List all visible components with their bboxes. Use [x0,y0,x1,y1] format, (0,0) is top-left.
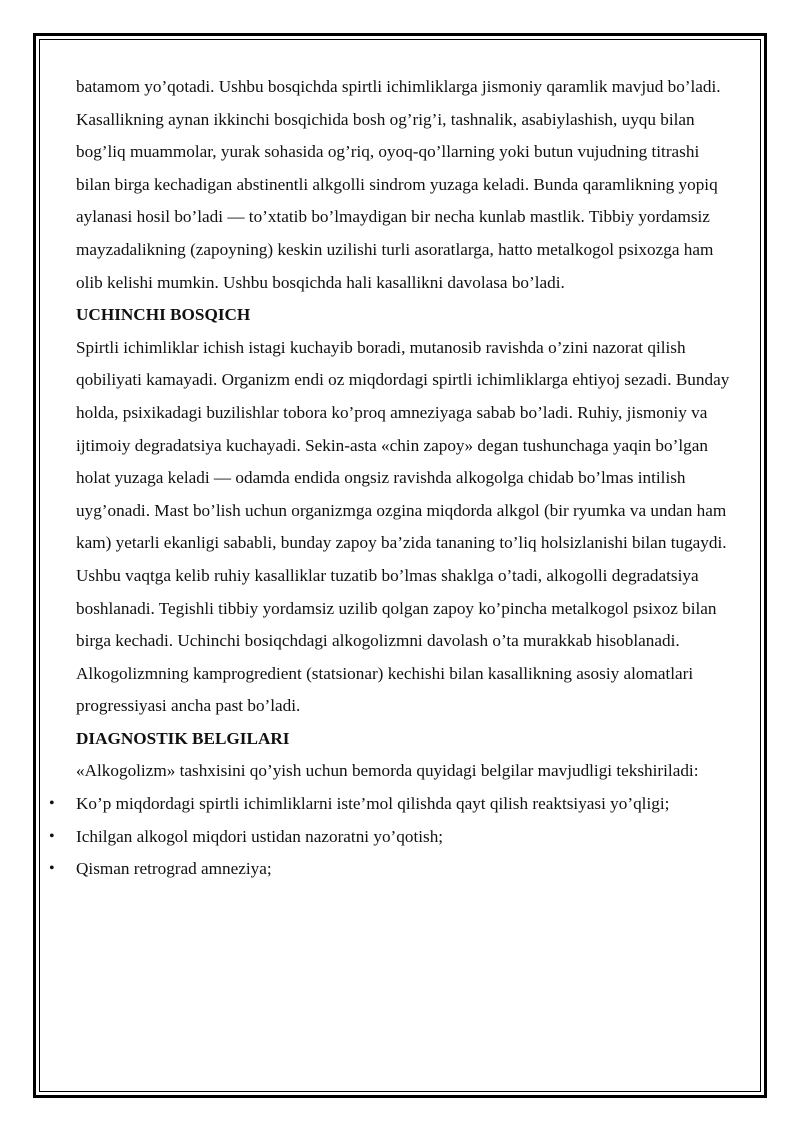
list-item-text: Ko’p miqdordagi spirtli ichimliklarni iste’mol qilishda qayt qilish reaktsiyasi yo’qligi; [76,794,670,814]
document-body [49,71,736,886]
diagnostic-signs-list [49,788,736,886]
bullet-icon: • [49,827,55,845]
heading-third-stage: UCHINCHI BOSQICH [76,305,251,325]
list-item-text: Ichilgan alkogol miqdori ustidan nazoratni yo’qotish; [76,826,444,846]
list-item [49,821,736,854]
list-item [49,853,736,886]
bullet-icon: • [49,860,55,878]
heading-diagnostic-signs: DIAGNOSTIK BELGILARI [76,728,290,748]
list-item-text: Qisman retrograd amneziya; [76,859,272,879]
paragraph-diagnosis-intro: «Alkogolizm» tashxisini qo’yish uchun bemorda quyidagi belgilar mavjudligi tekshiriladi: [76,761,699,781]
bullet-icon: • [49,795,55,813]
paragraph-kamprogredient: Alkogolizmning kamprogredient (statsionar) kechishi bilan kasallikning asosiy alomatlari progressiyasi ancha past bo’ladi. [76,663,694,716]
paragraph-third-stage: Spirtli ichimliklar ichish istagi kuchayib boradi, mutanosib ravishda o’zini nazorat qilish qobiliyati kamayadi. Organizm endi oz miqdordagi spirtli ichimliklarga ehtiyoj sezadi. Bunday holda, psixikadagi buzilishlar tobora ko’proq amneziyaga sabab bo’ladi. Ruhiy, jismoniy va ijtimoiy degradatsiya kuchayadi. Sekin-asta «chin zapoy» degan tushunchaga yaqin bo’lgan holat yuzaga keladi — odamda endida ongsiz ravishda alkogolga chidab bo’lmas intilish uyg’onadi. Mast bo’lish uchun organizmga ozgina miqdorda alkgol (bir ryumka va undan ham kam) yetarli ekanligi sababli, bunday zapoy ba’zida tananing to’liq holsizlanishi bilan tugaydi. Ushbu vaqtga kelib ruhiy kasalliklar tuzatib bo’lmas shaklga o’tadi, alkogolli degradatsiya boshlanadi. Tegishli tibbiy yordamsiz uzilib qolgan zapoy ko’pincha metalkogol psixoz bilan birga kechadi. Uchinchi bosiqchdagi alkogolizmni davolash o’ta murakkab hisoblanadi. [76,337,730,651]
list-item [49,788,736,821]
paragraph-stage-two-continued: batamom yo’qotadi. Ushbu bosqichda spirtli ichimliklarga jismoniy qaramlik mavjud bo’ladi. Kasallikning aynan ikkinchi bosqichida bosh og’rig’i, tashnalik, asabiylashish, uyqu bilan bog’liq muammolar, yurak sohasida og’riq, oyoq-qo’llarning yoki butun vujudning titrashi bilan birga kechadigan abstinentli alkgolli sindrom yuzaga keladi. Bunda qaramlikning yopiq aylanasi hosil bo’ladi — to’xtatib bo’lmaydigan bir necha kunlab mastlik. Tibbiy yordamsiz mayzadalikning (zapoyning) keskin uzilishi turli asoratlarga, hatto metalkogol psixozga ham olib kelishi mumkin. Ushbu bosqichda hali kasallikni davolasa bo’ladi. [76,77,721,292]
